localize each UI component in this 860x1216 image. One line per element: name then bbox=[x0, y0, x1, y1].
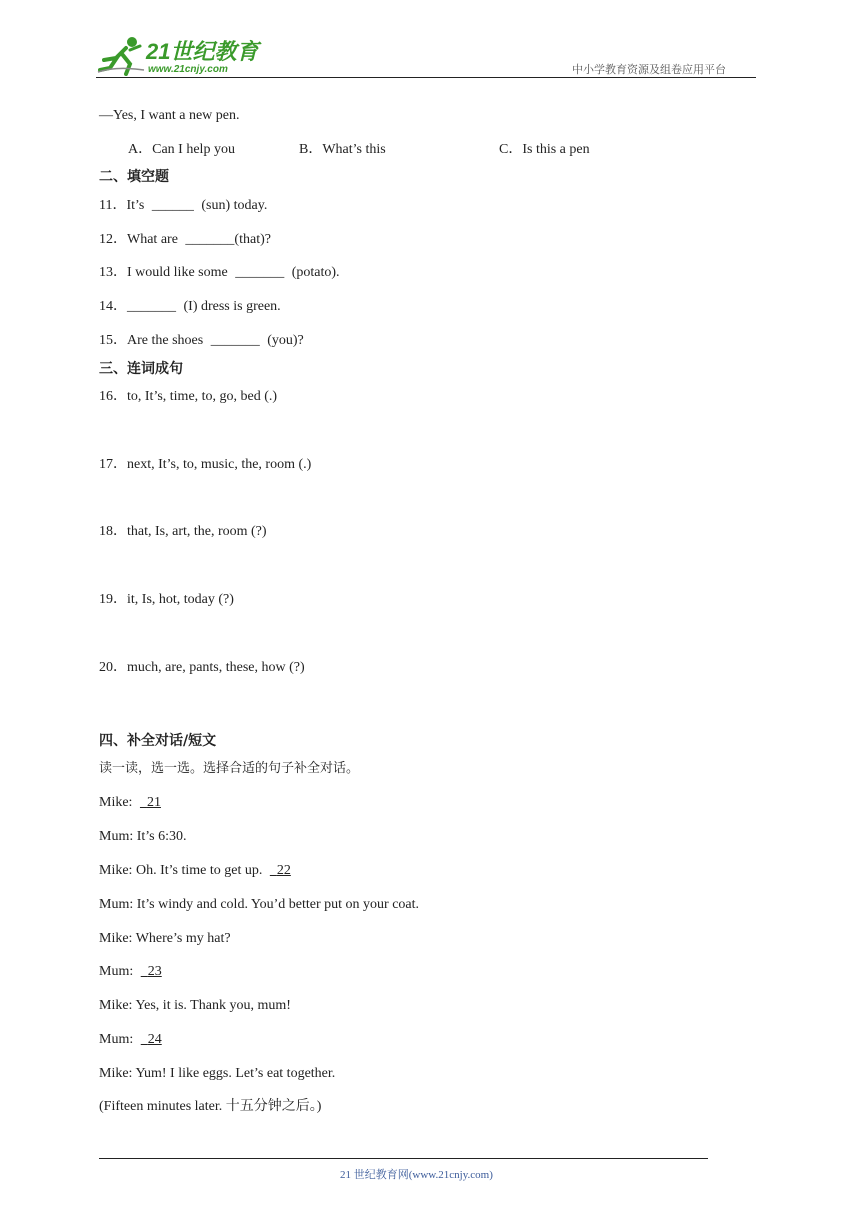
question-11: 11．It’s ______ (sun) today. bbox=[99, 198, 268, 213]
dialogue-note: (Fifteen minutes later. 十五分钟之后。) bbox=[99, 1099, 322, 1114]
blank-11: ______ bbox=[151, 198, 194, 213]
section2-title: 二、填空题 bbox=[99, 169, 169, 185]
blank-23: 23 bbox=[147, 964, 162, 979]
blank-12: _______ bbox=[185, 232, 235, 247]
header-divider bbox=[96, 77, 756, 78]
option-a: A．Can I help you bbox=[128, 142, 235, 157]
footer-divider bbox=[99, 1158, 708, 1159]
logo-text: 21世纪教育 bbox=[146, 39, 259, 64]
blank-15: _______ bbox=[210, 333, 260, 348]
runner-logo-icon bbox=[96, 36, 148, 76]
question-17: 17．next, It’s, to, music, the, room (.) bbox=[99, 457, 312, 472]
site-name: 中小学教育资源及组卷应用平台 bbox=[572, 63, 726, 76]
question-20: 20．much, are, pants, these, how (?) bbox=[99, 660, 305, 675]
logo bbox=[96, 36, 266, 76]
question-15: 15．Are the shoes _______ (you)? bbox=[99, 333, 304, 348]
dialogue-line: Mike: 21 bbox=[99, 795, 161, 810]
blank-13: _______ bbox=[235, 265, 285, 280]
section4-instruction: 读一读，选一选。选择合适的句子补全对话。 bbox=[99, 761, 360, 776]
dialogue-line: Mike: Oh. It’s time to get up. 22 bbox=[99, 863, 291, 878]
dialogue-line: Mum: 24 bbox=[99, 1032, 162, 1047]
dialogue-line: Mike: Yes, it is. Thank you, mum! bbox=[99, 998, 291, 1013]
dialogue-line: Mike: Yum! I like eggs. Let’s eat together. bbox=[99, 1066, 336, 1081]
question-13: 13．I would like some _______ (potato). bbox=[99, 265, 340, 280]
logo-url: www.21cnjy.com bbox=[148, 64, 228, 75]
section4-title: 四、补全对话/短文 bbox=[99, 733, 217, 749]
option-b: B．What’s this bbox=[299, 142, 386, 157]
blank-21: 21 bbox=[146, 795, 161, 810]
dialogue-line: Mike: Where’s my hat? bbox=[99, 931, 231, 946]
question-12: 12．What are _______(that)? bbox=[99, 232, 271, 247]
dialogue-line: Mum: 23 bbox=[99, 964, 162, 979]
question-19: 19．it, Is, hot, today (?) bbox=[99, 592, 234, 607]
footer-text: 21 世纪教育网(www.21cnjy.com) bbox=[340, 1169, 493, 1181]
question-16: 16．to, It’s, time, to, go, bed (.) bbox=[99, 389, 278, 404]
question-18: 18．that, Is, art, the, room (?) bbox=[99, 524, 267, 539]
q10-answer-line: —Yes, I want a new pen. bbox=[99, 108, 240, 123]
question-14: 14．_______ (I) dress is green. bbox=[99, 299, 281, 314]
dialogue-line: Mum: It’s 6:30. bbox=[99, 829, 187, 844]
dialogue-line: Mum: It’s windy and cold. You’d better put on your coat. bbox=[99, 897, 420, 912]
blank-14: _______ bbox=[127, 299, 176, 314]
blank-24: 24 bbox=[147, 1032, 162, 1047]
option-c: C．Is this a pen bbox=[499, 142, 590, 157]
section3-title: 三、连词成句 bbox=[99, 361, 183, 377]
blank-22: 22 bbox=[276, 863, 291, 878]
